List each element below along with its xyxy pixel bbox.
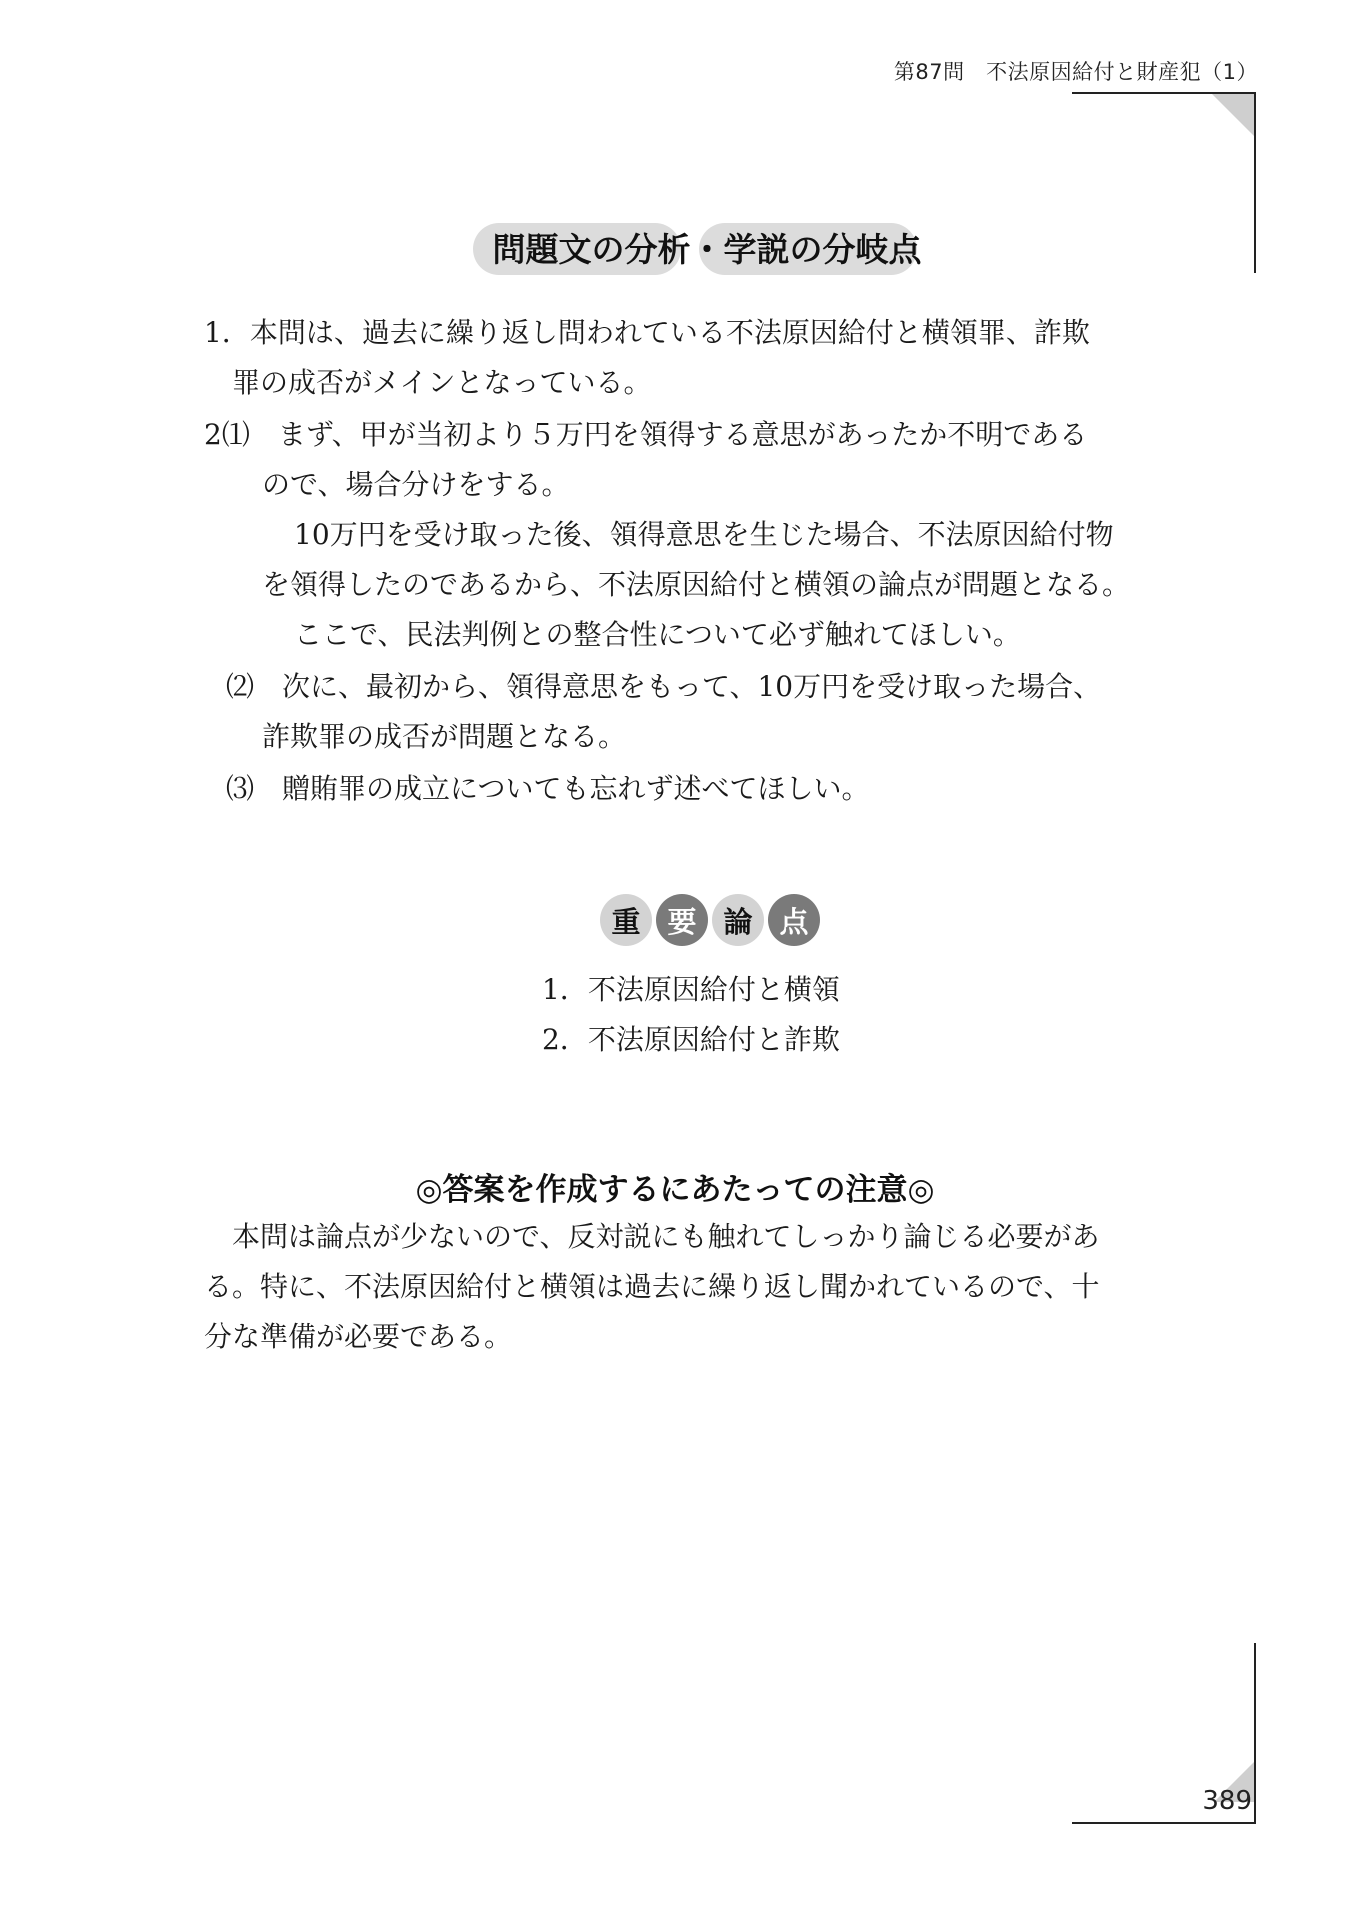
analysis-line: 詐欺罪の成否が問題となる。	[262, 720, 627, 753]
caution-line: 分な準備が必要である。	[204, 1320, 513, 1353]
key-point-item: 2．不法原因給付と詐欺	[542, 1023, 840, 1056]
footer-rule	[1072, 1822, 1256, 1824]
analysis-line: ので、場合分けをする。	[262, 468, 570, 501]
running-header: 第87問 不法原因給付と財産犯（1）	[893, 60, 1258, 84]
caution-line: る。特に、不法原因給付と横領は過去に繰り返し聞かれているので、十	[204, 1270, 1100, 1303]
key-point-item: 1．不法原因給付と横領	[542, 973, 840, 1006]
analysis-line: 1．本問は、過去に繰り返し問われている不法原因給付と横領罪、詐欺	[204, 316, 1090, 349]
analysis-heading	[467, 218, 947, 282]
margin-rule-top	[1254, 92, 1256, 273]
key-points-char: 重	[600, 894, 652, 946]
analysis-heading-text: 問題文の分析・学説の分岐点	[492, 230, 922, 269]
corner-triangle-top	[1212, 94, 1254, 136]
analysis-line: ⑶ 贈賄罪の成立についても忘れず述べてほしい。	[226, 772, 870, 805]
caution-heading: ◎答案を作成するにあたっての注意◎	[415, 1172, 935, 1208]
analysis-line: 罪の成否がメインとなっている。	[232, 366, 652, 399]
key-points-char: 論	[712, 894, 764, 946]
key-points-heading	[600, 894, 820, 950]
analysis-line: ⑵ 次に、最初から、領得意思をもって、10万円を受け取った場合、	[226, 670, 1102, 703]
key-points-char: 要	[656, 894, 708, 946]
analysis-line: 2⑴ まず、甲が当初より５万円を領得する意思があったか不明である	[204, 418, 1088, 451]
margin-rule-bottom	[1254, 1643, 1256, 1823]
page-number: 389	[1202, 1786, 1252, 1816]
caution-line: 本問は論点が少ないので、反対説にも触れてしっかり論じる必要があ	[232, 1220, 1100, 1253]
analysis-line: 10万円を受け取った後、領得意思を生じた場合、不法原因給付物	[294, 518, 1114, 551]
key-points-char: 点	[768, 894, 820, 946]
analysis-line: を領得したのであるから、不法原因給付と横領の論点が問題となる。	[262, 568, 1131, 601]
analysis-line: ここで、民法判例との整合性について必ず触れてほしい。	[294, 618, 1021, 651]
